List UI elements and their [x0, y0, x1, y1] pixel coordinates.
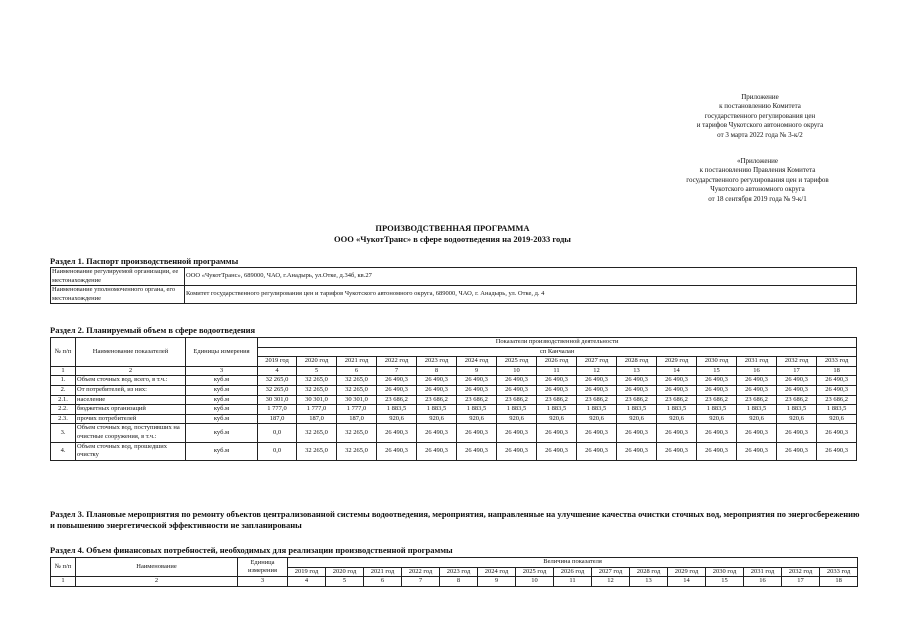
passport-value: ООО «ЧукотТранс», 689000, ЧАО, г.Анадырь, ул.Отке, д.34б, кв.27: [185, 268, 857, 286]
row-value: 26 490,3: [737, 376, 777, 386]
column-number: 14: [668, 577, 706, 587]
appendix-line: и тарифов Чукотского автономного округа: [696, 121, 824, 130]
column-number: 18: [817, 366, 857, 376]
column-number: 13: [630, 577, 668, 587]
row-value: 26 490,3: [777, 376, 817, 386]
row-value: 23 686,2: [417, 395, 457, 405]
row-value: 23 686,2: [617, 395, 657, 405]
row-value: 920,6: [617, 414, 657, 424]
row-name: Объем сточных вод, поступивших на очистные сооружения, в т.ч.:: [76, 424, 186, 442]
column-number: 16: [744, 577, 782, 587]
col-name-header: Наименование: [76, 558, 238, 577]
row-value: 26 490,3: [817, 376, 857, 386]
row-value: 26 490,3: [737, 424, 777, 442]
appendix-header: [660, 93, 860, 140]
row-unit: куб.м: [186, 385, 258, 395]
prior-appendix-line: к постановлению Правления Комитета: [699, 166, 816, 175]
year-header: 2024 год: [457, 357, 497, 367]
row-value: 26 490,3: [577, 424, 617, 442]
table-header-row: [51, 338, 857, 348]
row-value: 26 490,3: [777, 424, 817, 442]
year-header: 2025 год: [516, 567, 554, 577]
row-value: 26 490,3: [657, 442, 697, 460]
year-header: 2031 год: [737, 357, 777, 367]
row-value: 26 490,3: [417, 376, 457, 386]
row-value: 26 490,3: [657, 424, 697, 442]
table-header-row: [51, 577, 858, 587]
column-number: 1: [51, 577, 76, 587]
row-value: 26 490,3: [497, 424, 537, 442]
year-header: 2019 год: [258, 357, 297, 367]
row-value: 26 490,3: [537, 385, 577, 395]
column-number: 17: [782, 577, 820, 587]
year-header: 2030 год: [697, 357, 737, 367]
passport-label: Наименование уполномоченного органа, его местонахождение: [51, 286, 185, 304]
column-number: 13: [617, 366, 657, 376]
year-header: 2022 год: [402, 567, 440, 577]
row-value: 26 490,3: [577, 376, 617, 386]
row-value: 1 883,5: [457, 405, 497, 415]
row-number: 2.3.: [51, 414, 76, 424]
row-value: 920,6: [737, 414, 777, 424]
row-value: 26 490,3: [537, 424, 577, 442]
year-header: 2027 год: [592, 567, 630, 577]
year-header: 2032 год: [782, 567, 820, 577]
row-value: 0,0: [258, 424, 297, 442]
row-value: 1 777,0: [297, 405, 337, 415]
col-num-header: № п/п: [51, 338, 76, 367]
row-value: 26 490,3: [737, 385, 777, 395]
appendix-line: Приложение: [741, 93, 779, 101]
appendix-line: государственного регулирования цен: [704, 111, 816, 120]
year-header: 2025 год: [497, 357, 537, 367]
table-row: [51, 286, 857, 304]
row-value: 26 490,3: [697, 376, 737, 386]
row-value: 26 490,3: [697, 385, 737, 395]
row-value: 26 490,3: [377, 385, 417, 395]
row-value: 32 265,0: [337, 442, 377, 460]
row-value: 26 490,3: [657, 385, 697, 395]
row-value: 26 490,3: [497, 442, 537, 460]
row-value: 187,0: [258, 414, 297, 424]
row-number: 2.: [51, 385, 76, 395]
column-number: 14: [657, 366, 697, 376]
row-value: 920,6: [817, 414, 857, 424]
row-unit: куб.м: [186, 395, 258, 405]
col-num-header: № п/п: [51, 558, 76, 577]
row-value: 26 490,3: [497, 385, 537, 395]
column-number: 6: [337, 366, 377, 376]
row-number: 4.: [51, 442, 76, 460]
column-number: 6: [364, 577, 402, 587]
row-name: Объем сточных вод, всего, в т.ч.:: [76, 376, 186, 386]
year-header: 2033 год: [820, 567, 858, 577]
column-number: 8: [440, 577, 478, 587]
row-value: 26 490,3: [697, 424, 737, 442]
column-number: 1: [51, 366, 76, 376]
row-value: 26 490,3: [617, 424, 657, 442]
table-header-row: [51, 366, 857, 376]
row-value: 32 265,0: [337, 385, 377, 395]
volume-table-body: [51, 376, 857, 460]
table-row: [51, 385, 857, 395]
document-subtitle: ООО «ЧукотТранс» в сфере водоотведения на 2019-2033 годы: [334, 234, 571, 244]
col-unit-header: Единицы измерения: [186, 338, 258, 367]
row-value: 26 490,3: [537, 442, 577, 460]
year-header: 2019 год: [288, 567, 326, 577]
row-value: 1 883,5: [577, 405, 617, 415]
row-value: 1 777,0: [337, 405, 377, 415]
row-value: 920,6: [697, 414, 737, 424]
column-number: 4: [258, 366, 297, 376]
row-number: 2.2.: [51, 405, 76, 415]
column-number: 10: [516, 577, 554, 587]
column-number: 5: [326, 577, 364, 587]
row-value: 30 301,0: [258, 395, 297, 405]
prior-appendix-line: «Приложение: [736, 157, 779, 165]
row-name: От потребителей, из них:: [76, 385, 186, 395]
row-value: 187,0: [297, 414, 337, 424]
table-header-row: [51, 558, 858, 568]
year-header: 2032 год: [777, 357, 817, 367]
year-header: 2024 год: [478, 567, 516, 577]
row-value: 23 686,2: [777, 395, 817, 405]
column-number: 9: [457, 366, 497, 376]
row-value: 1 883,5: [417, 405, 457, 415]
row-value: 26 490,3: [817, 385, 857, 395]
finance-table: [50, 557, 858, 587]
row-value: 23 686,2: [377, 395, 417, 405]
group-header: Величина показателя: [288, 558, 858, 568]
row-value: 1 777,0: [258, 405, 297, 415]
group-header: Показатели производственной деятельности: [258, 338, 857, 348]
document-title-block: [0, 223, 905, 245]
row-value: 1 883,5: [737, 405, 777, 415]
passport-value: Комитет государственного регулирования цен и тарифов Чукотского автономного округа, 689000, ЧАО, г. Анадырь, ул. Отке, д. 4: [185, 286, 857, 304]
column-number: 8: [417, 366, 457, 376]
passport-table: [50, 267, 857, 304]
row-value: 32 265,0: [297, 385, 337, 395]
row-value: 1 883,5: [817, 405, 857, 415]
row-value: 26 490,3: [657, 376, 697, 386]
year-header: 2020 год: [326, 567, 364, 577]
row-value: 26 490,3: [697, 442, 737, 460]
passport-label: Наименование регулируемой организации, ее местонахождение: [51, 268, 185, 286]
row-unit: куб.м: [186, 424, 258, 442]
row-value: 26 490,3: [417, 442, 457, 460]
row-value: 23 686,2: [577, 395, 617, 405]
row-value: 26 490,3: [417, 385, 457, 395]
row-value: 23 686,2: [497, 395, 537, 405]
row-number: 3.: [51, 424, 76, 442]
row-value: 23 686,2: [537, 395, 577, 405]
row-value: 920,6: [577, 414, 617, 424]
year-header: 2026 год: [537, 357, 577, 367]
year-header: 2030 год: [706, 567, 744, 577]
row-value: 30 301,0: [297, 395, 337, 405]
row-value: 26 490,3: [577, 442, 617, 460]
column-number: 9: [478, 577, 516, 587]
year-header: 2033 год: [817, 357, 857, 367]
row-value: 32 265,0: [297, 376, 337, 386]
row-value: 920,6: [777, 414, 817, 424]
column-number: 17: [777, 366, 817, 376]
row-name: прочих потребителей: [76, 414, 186, 424]
row-value: 920,6: [657, 414, 697, 424]
row-value: 26 490,3: [497, 376, 537, 386]
section1-title: Раздел 1. Паспорт производственной программы: [50, 256, 239, 266]
year-header: 2027 год: [577, 357, 617, 367]
row-value: 26 490,3: [617, 385, 657, 395]
row-value: 26 490,3: [457, 424, 497, 442]
row-unit: куб.м: [186, 376, 258, 386]
column-number: 7: [377, 366, 417, 376]
col-name-header: Наименование показателей: [76, 338, 186, 367]
table-row: [51, 395, 857, 405]
volume-table: [50, 337, 857, 461]
document-title: ПРОИЗВОДСТВЕННАЯ ПРОГРАММА: [375, 223, 530, 233]
year-header: 2028 год: [630, 567, 668, 577]
appendix-line: к постановлению Комитета: [719, 102, 801, 111]
year-header: 2028 год: [617, 357, 657, 367]
column-number: 12: [577, 366, 617, 376]
appendix-line: от 3 марта 2022 года № 3-к/2: [717, 130, 803, 139]
row-value: 26 490,3: [817, 442, 857, 460]
row-value: 1 883,5: [537, 405, 577, 415]
column-number: 11: [554, 577, 592, 587]
year-header: 2022 год: [377, 357, 417, 367]
row-value: 1 883,5: [697, 405, 737, 415]
year-header: 2029 год: [657, 357, 697, 367]
column-number: 15: [697, 366, 737, 376]
row-unit: куб.м: [186, 405, 258, 415]
row-name: население: [76, 395, 186, 405]
prior-appendix-line: государственного регулирования цен и тарифов: [686, 175, 829, 184]
row-value: 187,0: [337, 414, 377, 424]
year-header: 2029 год: [668, 567, 706, 577]
row-value: 26 490,3: [737, 442, 777, 460]
row-value: 26 490,3: [617, 442, 657, 460]
year-header: 2021 год: [364, 567, 402, 577]
row-value: 30 301,0: [337, 395, 377, 405]
row-value: 1 883,5: [657, 405, 697, 415]
year-header: 2026 год: [554, 567, 592, 577]
table-row: [51, 376, 857, 386]
row-value: 32 265,0: [337, 424, 377, 442]
year-header: 2031 год: [744, 567, 782, 577]
row-value: 26 490,3: [417, 424, 457, 442]
column-number: 7: [402, 577, 440, 587]
row-value: 32 265,0: [337, 376, 377, 386]
row-value: 1 883,5: [777, 405, 817, 415]
row-unit: куб.м: [186, 414, 258, 424]
table-row: [51, 268, 857, 286]
row-value: 26 490,3: [537, 376, 577, 386]
row-unit: куб.м: [186, 442, 258, 460]
table-row: [51, 442, 857, 460]
row-value: 26 490,3: [457, 376, 497, 386]
column-number: 12: [592, 577, 630, 587]
row-value: 1 883,5: [377, 405, 417, 415]
row-value: 26 490,3: [457, 385, 497, 395]
year-header: 2021 год: [337, 357, 377, 367]
row-value: 26 490,3: [817, 424, 857, 442]
column-number: 2: [76, 366, 186, 376]
prior-appendix-line: от 18 сентября 2019 года № 9-к/1: [708, 194, 807, 203]
section2-title: Раздел 2. Планируемый объем в сфере водоотведения: [50, 325, 256, 335]
row-value: 920,6: [497, 414, 537, 424]
column-number: 16: [737, 366, 777, 376]
row-value: 26 490,3: [377, 376, 417, 386]
column-number: 11: [537, 366, 577, 376]
row-value: 32 265,0: [258, 376, 297, 386]
section4-title: Раздел 4. Объем финансовых потребностей, необходимых для реализации производственной программы: [50, 545, 453, 555]
column-number: 15: [706, 577, 744, 587]
row-value: 920,6: [537, 414, 577, 424]
row-value: 1 883,5: [617, 405, 657, 415]
column-number: 2: [76, 577, 238, 587]
year-header: 2023 год: [417, 357, 457, 367]
column-number: 5: [297, 366, 337, 376]
table-row: [51, 424, 857, 442]
column-number: 4: [288, 577, 326, 587]
row-value: 920,6: [417, 414, 457, 424]
row-value: 26 490,3: [377, 424, 417, 442]
row-value: 32 265,0: [258, 385, 297, 395]
row-value: 23 686,2: [737, 395, 777, 405]
section3-title: Раздел 3. Плановые мероприятия по ремонту объектов централизованной системы водоотведения, мероприятия, направленные на улучшение качества очистки сточных вод, мероприятия по энергосбережению и повышению энергетической эффективности не запланированы: [50, 509, 860, 530]
row-value: 23 686,2: [817, 395, 857, 405]
year-header: 2023 год: [440, 567, 478, 577]
row-value: 32 265,0: [297, 442, 337, 460]
row-value: 26 490,3: [777, 385, 817, 395]
column-number: 3: [186, 366, 258, 376]
row-value: 23 686,2: [697, 395, 737, 405]
row-name: бюджетных организаций: [76, 405, 186, 415]
column-number: 10: [497, 366, 537, 376]
row-value: 0,0: [258, 442, 297, 460]
row-value: 23 686,2: [657, 395, 697, 405]
subgroup-header: сп Канчалан: [258, 347, 857, 357]
table-row: [51, 414, 857, 424]
prior-appendix-header: [650, 157, 865, 204]
row-value: 26 490,3: [457, 442, 497, 460]
column-number: 3: [238, 577, 288, 587]
table-row: [51, 405, 857, 415]
row-value: 26 490,3: [617, 376, 657, 386]
prior-appendix-line: Чукотского автономного округа: [710, 185, 805, 194]
row-value: 26 490,3: [377, 442, 417, 460]
row-value: 920,6: [377, 414, 417, 424]
row-number: 2.1.: [51, 395, 76, 405]
row-value: 1 883,5: [497, 405, 537, 415]
row-number: 1.: [51, 376, 76, 386]
column-number: 18: [820, 577, 858, 587]
row-name: Объем сточных вод, прошедших очистку: [76, 442, 186, 460]
row-value: 32 265,0: [297, 424, 337, 442]
row-value: 23 686,2: [457, 395, 497, 405]
row-value: 920,6: [457, 414, 497, 424]
year-header: 2020 год: [297, 357, 337, 367]
col-unit-header: Единица измерения: [238, 558, 288, 577]
row-value: 26 490,3: [777, 442, 817, 460]
row-value: 26 490,3: [577, 385, 617, 395]
